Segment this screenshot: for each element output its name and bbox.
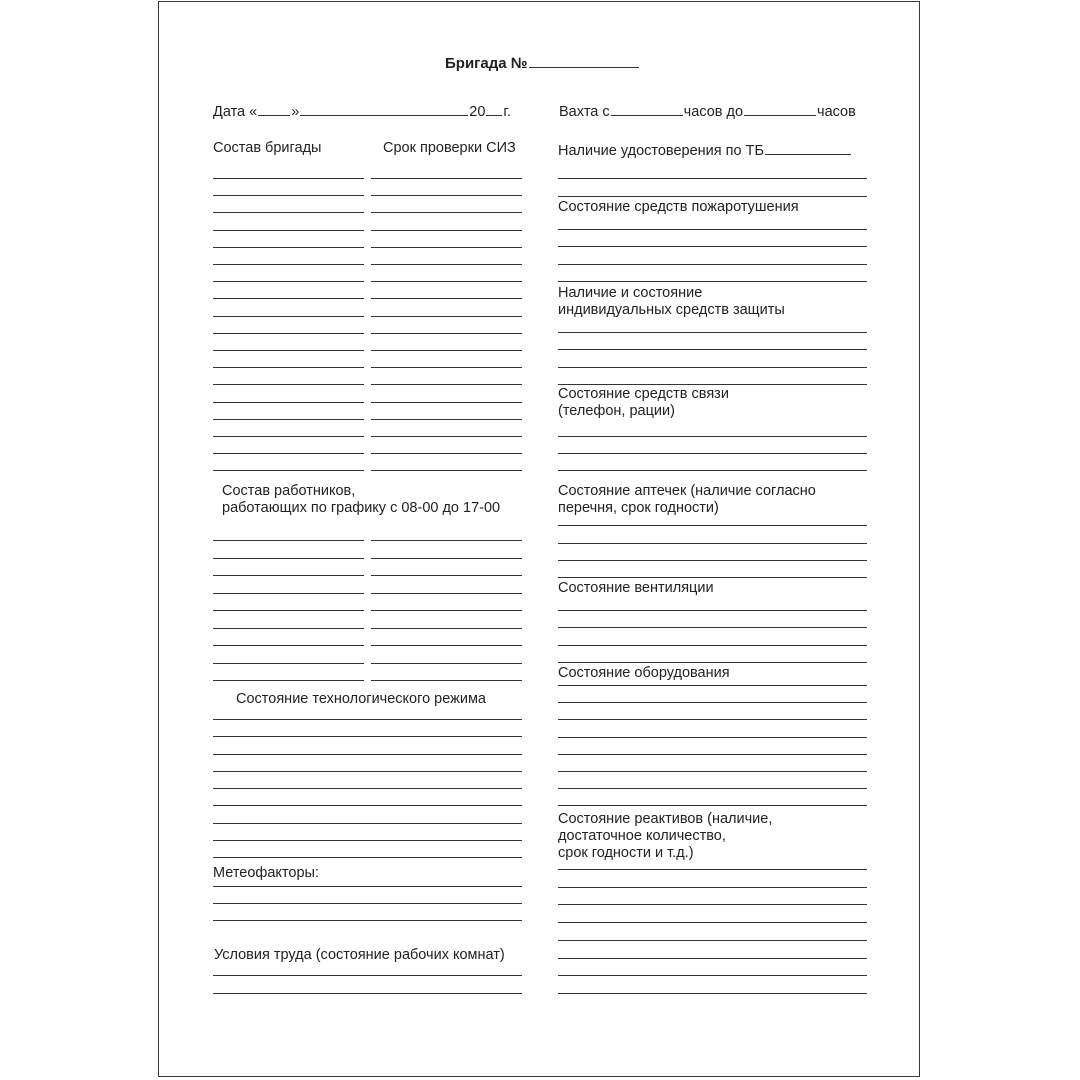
shift-line: Вахта с часов до часов	[559, 101, 856, 121]
tech-line[interactable]	[213, 805, 522, 806]
meteo-line[interactable]	[213, 903, 522, 904]
crew-line[interactable]	[213, 264, 364, 265]
equip-line[interactable]	[558, 702, 867, 703]
date-year-field[interactable]	[486, 101, 502, 116]
siz-line[interactable]	[371, 212, 522, 213]
tech-line[interactable]	[213, 754, 522, 755]
reag-line[interactable]	[558, 922, 867, 923]
equip-line[interactable]	[558, 788, 867, 789]
vent-label: Состояние вентиляции	[558, 580, 714, 596]
vent-line[interactable]	[558, 627, 867, 628]
reag-line[interactable]	[558, 887, 867, 888]
reag-label-3: срок годности и т.д.)	[558, 845, 694, 861]
crew-line[interactable]	[213, 212, 364, 213]
reag-line[interactable]	[558, 975, 867, 976]
reag-line[interactable]	[558, 940, 867, 941]
equip-label: Состояние оборудования	[558, 665, 730, 681]
crew-line[interactable]	[213, 298, 364, 299]
ppe-line[interactable]	[558, 367, 867, 368]
siz-line[interactable]	[371, 333, 522, 334]
tech-line[interactable]	[213, 823, 522, 824]
workers-label-2: работающих по графику с 08-00 до 17-00	[222, 500, 501, 516]
siz-line[interactable]	[371, 195, 522, 196]
tech-line[interactable]	[213, 840, 522, 841]
ppe-line[interactable]	[558, 349, 867, 350]
siz-line[interactable]	[371, 402, 522, 403]
aid-label-2: перечня, срок годности)	[558, 500, 719, 516]
reag-line[interactable]	[558, 993, 867, 994]
reag-line[interactable]	[558, 958, 867, 959]
tech-line[interactable]	[213, 771, 522, 772]
siz-line[interactable]	[371, 384, 522, 385]
meteo-label: Метеофакторы:	[213, 865, 319, 881]
tb-field[interactable]	[765, 140, 851, 155]
tb-line[interactable]	[558, 178, 867, 179]
crew-line[interactable]	[213, 230, 364, 231]
aid-line[interactable]	[558, 525, 867, 526]
crew-line[interactable]	[213, 350, 364, 351]
crew-line[interactable]	[213, 384, 364, 385]
meteo-line[interactable]	[213, 920, 522, 921]
conditions-line[interactable]	[213, 975, 522, 976]
tb-label: Наличие удостоверения по ТБ	[558, 140, 852, 160]
crew-line[interactable]	[213, 419, 364, 420]
comm-line[interactable]	[558, 436, 867, 437]
tb-line[interactable]	[558, 196, 867, 197]
worker-line[interactable]	[213, 680, 364, 681]
conditions-line[interactable]	[213, 993, 522, 994]
crew-line[interactable]	[213, 436, 364, 437]
reag-label-1: Состояние реактивов (наличие,	[558, 811, 773, 827]
worker-siz-line[interactable]	[371, 575, 522, 576]
equip-line[interactable]	[558, 737, 867, 738]
brigade-title: Бригада №	[445, 53, 640, 72]
crew-line[interactable]	[213, 402, 364, 403]
ppe-label-2: индивидуальных средств защиты	[558, 302, 785, 318]
worker-siz-line[interactable]	[371, 628, 522, 629]
reag-label-2: достаточное количество,	[558, 828, 726, 844]
crew-label: Состав бригады	[213, 140, 322, 156]
date-line: Дата « » 20 г.	[213, 101, 511, 121]
tech-line[interactable]	[213, 736, 522, 737]
siz-line[interactable]	[371, 436, 522, 437]
crew-line[interactable]	[213, 178, 364, 179]
siz-line[interactable]	[371, 247, 522, 248]
tech-line[interactable]	[213, 788, 522, 789]
siz-line[interactable]	[371, 316, 522, 317]
siz-line[interactable]	[371, 453, 522, 454]
worker-siz-line[interactable]	[371, 680, 522, 681]
worker-line[interactable]	[213, 558, 364, 559]
fire-label: Состояние средств пожаротушения	[558, 199, 799, 215]
fire-line[interactable]	[558, 281, 867, 282]
worker-siz-line[interactable]	[371, 558, 522, 559]
siz-line[interactable]	[371, 367, 522, 368]
tech-line[interactable]	[213, 719, 522, 720]
siz-line[interactable]	[371, 298, 522, 299]
crew-line[interactable]	[213, 470, 364, 471]
crew-line[interactable]	[213, 367, 364, 368]
worker-siz-line[interactable]	[371, 663, 522, 664]
siz-line[interactable]	[371, 264, 522, 265]
workers-label-1: Состав работников,	[222, 483, 356, 499]
equip-line[interactable]	[558, 719, 867, 720]
crew-line[interactable]	[213, 247, 364, 248]
worker-siz-line[interactable]	[371, 645, 522, 646]
worker-line[interactable]	[213, 575, 364, 576]
conditions-label: Условия труда (состояние рабочих комнат)	[214, 947, 505, 963]
aid-line[interactable]	[558, 560, 867, 561]
siz-line[interactable]	[371, 230, 522, 231]
meteo-line[interactable]	[213, 886, 522, 887]
fire-line[interactable]	[558, 264, 867, 265]
siz-line[interactable]	[371, 178, 522, 179]
vent-line[interactable]	[558, 662, 867, 663]
fire-line[interactable]	[558, 229, 867, 230]
date-day-field[interactable]	[258, 101, 290, 116]
vent-line[interactable]	[558, 645, 867, 646]
shift-start-field[interactable]	[611, 101, 683, 116]
reag-line[interactable]	[558, 904, 867, 905]
fire-line[interactable]	[558, 246, 867, 247]
comm-label-2: (телефон, рации)	[558, 403, 675, 419]
ppe-label-1: Наличие и состояние	[558, 285, 703, 301]
worker-line[interactable]	[213, 540, 364, 541]
comm-line[interactable]	[558, 470, 867, 471]
aid-line[interactable]	[558, 577, 867, 578]
comm-line[interactable]	[558, 453, 867, 454]
siz-line[interactable]	[371, 281, 522, 282]
reag-line[interactable]	[558, 869, 867, 870]
aid-label-1: Состояние аптечек (наличие согласно	[558, 483, 816, 499]
brigade-number-field[interactable]	[529, 53, 639, 68]
worker-line[interactable]	[213, 663, 364, 664]
equip-line[interactable]	[558, 805, 867, 806]
ppe-line[interactable]	[558, 384, 867, 385]
crew-line[interactable]	[213, 453, 364, 454]
siz-line[interactable]	[371, 419, 522, 420]
equip-line[interactable]	[558, 754, 867, 755]
date-month-field[interactable]	[300, 101, 468, 116]
ppe-line[interactable]	[558, 332, 867, 333]
comm-label-1: Состояние средств связи	[558, 386, 729, 402]
worker-siz-line[interactable]	[371, 610, 522, 611]
worker-line[interactable]	[213, 610, 364, 611]
siz-label: Срок проверки СИЗ	[383, 140, 516, 156]
form-page	[158, 1, 920, 1077]
worker-line[interactable]	[213, 645, 364, 646]
worker-siz-line[interactable]	[371, 593, 522, 594]
shift-end-field[interactable]	[744, 101, 816, 116]
crew-line[interactable]	[213, 195, 364, 196]
crew-line[interactable]	[213, 281, 364, 282]
equip-line[interactable]	[558, 685, 867, 686]
aid-line[interactable]	[558, 543, 867, 544]
crew-line[interactable]	[213, 316, 364, 317]
worker-line[interactable]	[213, 593, 364, 594]
tech-line[interactable]	[213, 857, 522, 858]
vent-line[interactable]	[558, 610, 867, 611]
tech-regime-label: Состояние технологического режима	[236, 691, 486, 707]
worker-siz-line[interactable]	[371, 540, 522, 541]
siz-line[interactable]	[371, 470, 522, 471]
crew-line[interactable]	[213, 333, 364, 334]
equip-line[interactable]	[558, 771, 867, 772]
siz-line[interactable]	[371, 350, 522, 351]
worker-line[interactable]	[213, 628, 364, 629]
